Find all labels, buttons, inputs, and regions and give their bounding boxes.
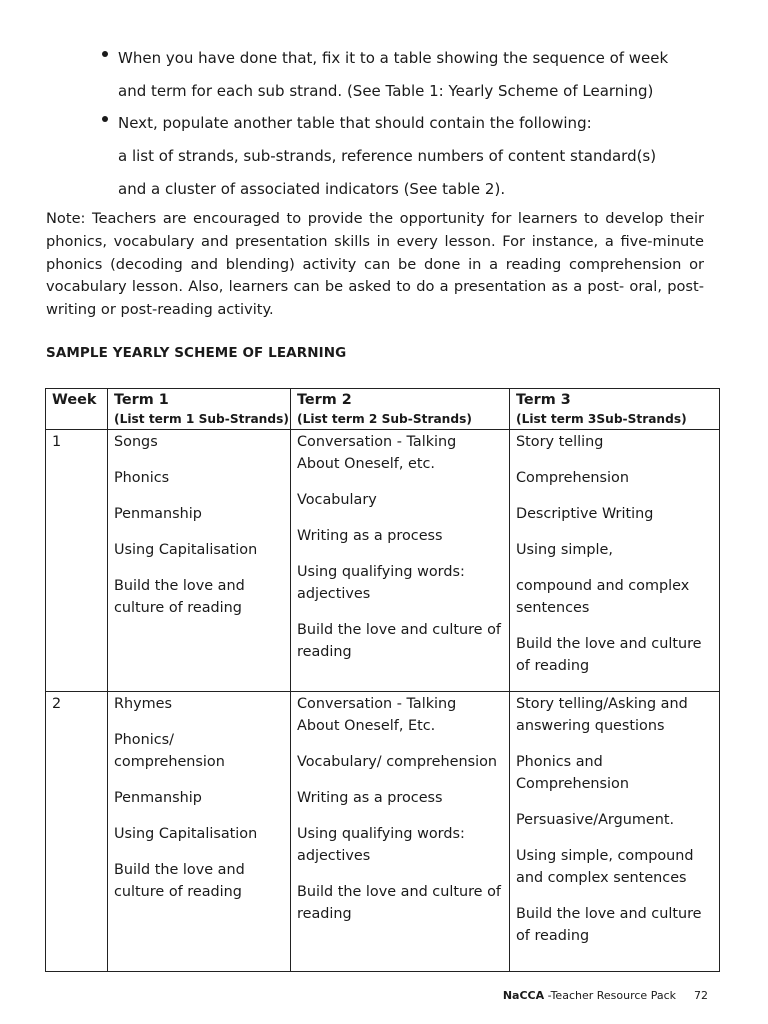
bullet-line: Next, populate another table that should contain the following: [118, 114, 592, 133]
footer-brand: NaCCA [502, 989, 545, 1002]
sub-strand-item: Using qualifying words: adjectives [297, 564, 465, 602]
header-term-2 [291, 389, 510, 430]
header-term-subtitle: (List term 2 Sub-Strands) [297, 412, 472, 426]
bullet-item-1 [98, 42, 718, 107]
sub-strand-item: Descriptive Writing [516, 506, 654, 522]
header-term-subtitle: (List term 3Sub-Strands) [516, 412, 687, 426]
sub-strand-item: Phonics/ comprehension [114, 732, 225, 770]
sub-strand-item: Build the love and culture of reading [114, 862, 245, 900]
sub-strand-item: Using Capitalisation [114, 542, 258, 558]
section-heading: SAMPLE YEARLY SCHEME OF LEARNING [46, 345, 347, 361]
bullet-dot-icon [102, 116, 108, 122]
term-1-cell [108, 430, 291, 692]
sub-strand-item: Conversation - Talking About Oneself, Etc. [297, 696, 457, 734]
table-row [46, 692, 720, 972]
table-header-row [46, 389, 720, 430]
bullet-dot-icon [102, 51, 108, 57]
sub-strand-item: Story telling [516, 434, 604, 450]
sub-strand-item: Build the love and culture of reading [297, 622, 501, 660]
page-number: 72 [694, 989, 708, 1002]
sub-strand-item: Penmanship [114, 790, 202, 806]
sub-strand-item: compound and complex sentences [516, 578, 690, 616]
sub-strand-item: Vocabulary/ comprehension [297, 754, 498, 770]
week-cell [46, 692, 108, 972]
yearly-scheme-table [45, 388, 720, 972]
sub-strand-item: Rhymes [114, 696, 173, 712]
footer-text: -Teacher Resource Pack [544, 989, 676, 1002]
header-term-title: Term 2 [297, 392, 352, 408]
header-term-1 [108, 389, 291, 430]
page-footer [503, 989, 708, 1002]
sub-strand-item: Phonics and Comprehension [516, 754, 629, 792]
sub-strand-item: Using qualifying words: adjectives [297, 826, 465, 864]
sub-strand-item: Penmanship [114, 506, 202, 522]
sub-strand-item: Using simple, compound and complex sentences [516, 848, 694, 886]
week-number: 2 [52, 696, 62, 712]
sub-strand-item: Using simple, [516, 542, 613, 558]
sub-strand-item: Build the love and culture of reading [297, 884, 501, 922]
sub-strand-item: Persuasive/Argument. [516, 812, 675, 828]
bullet-line: When you have done that, fix it to a table showing the sequence of week [118, 49, 669, 67]
sub-strand-item: Using Capitalisation [114, 826, 258, 842]
header-week [46, 389, 108, 430]
week-cell [46, 430, 108, 692]
sub-strand-item: Comprehension [516, 470, 629, 486]
sub-strand-item: Story telling/Asking and answering questions [516, 696, 688, 734]
bullet-line: and a cluster of associated indicators (See table 2). [118, 179, 506, 198]
term-3-cell [510, 430, 720, 692]
sub-strand-item: Build the love and culture of reading [516, 906, 702, 944]
sub-strand-item: Phonics [114, 470, 170, 486]
bullet-line: and term for each sub strand. (See Table 1: Yearly Scheme of Learning) [118, 81, 654, 100]
header-term-title: Term 3 [516, 392, 571, 408]
term-1-cell [108, 692, 291, 972]
header-term-3 [510, 389, 720, 430]
sub-strand-item: Build the love and culture of reading [114, 578, 245, 616]
term-2-cell [291, 692, 510, 972]
instruction-bullet-list [98, 42, 718, 205]
sub-strand-item: Vocabulary [297, 492, 377, 508]
sub-strand-item: Writing as a process [297, 790, 443, 806]
teacher-note: Note: Teachers are encouraged to provide the opportunity for learners to develop their phonics, vocabulary and presentation skills in every lesson. For instance, a five-minute phonics (decoding and blending) activity can be done in a reading comprehension or vocabulary lesson. Also, learners can be asked to do a presentation as a post- oral, post-writing or post-reading activity. [46, 210, 704, 319]
header-week-title: Week [52, 392, 97, 408]
term-3-cell [510, 692, 720, 972]
table-row [46, 430, 720, 692]
bullet-item-2 [98, 107, 718, 205]
sub-strand-item: Build the love and culture of reading [516, 636, 702, 674]
sub-strand-item: Writing as a process [297, 528, 443, 544]
term-2-cell [291, 430, 510, 692]
sub-strand-item: Conversation - Talking About Oneself, etc. [297, 434, 457, 472]
bullet-line: a list of strands, sub-strands, reference numbers of content standard(s) [118, 147, 657, 166]
sub-strand-item: Songs [114, 434, 158, 450]
header-term-subtitle: (List term 1 Sub-Strands) [114, 412, 289, 426]
header-term-title: Term 1 [114, 392, 169, 408]
week-number: 1 [52, 434, 62, 450]
